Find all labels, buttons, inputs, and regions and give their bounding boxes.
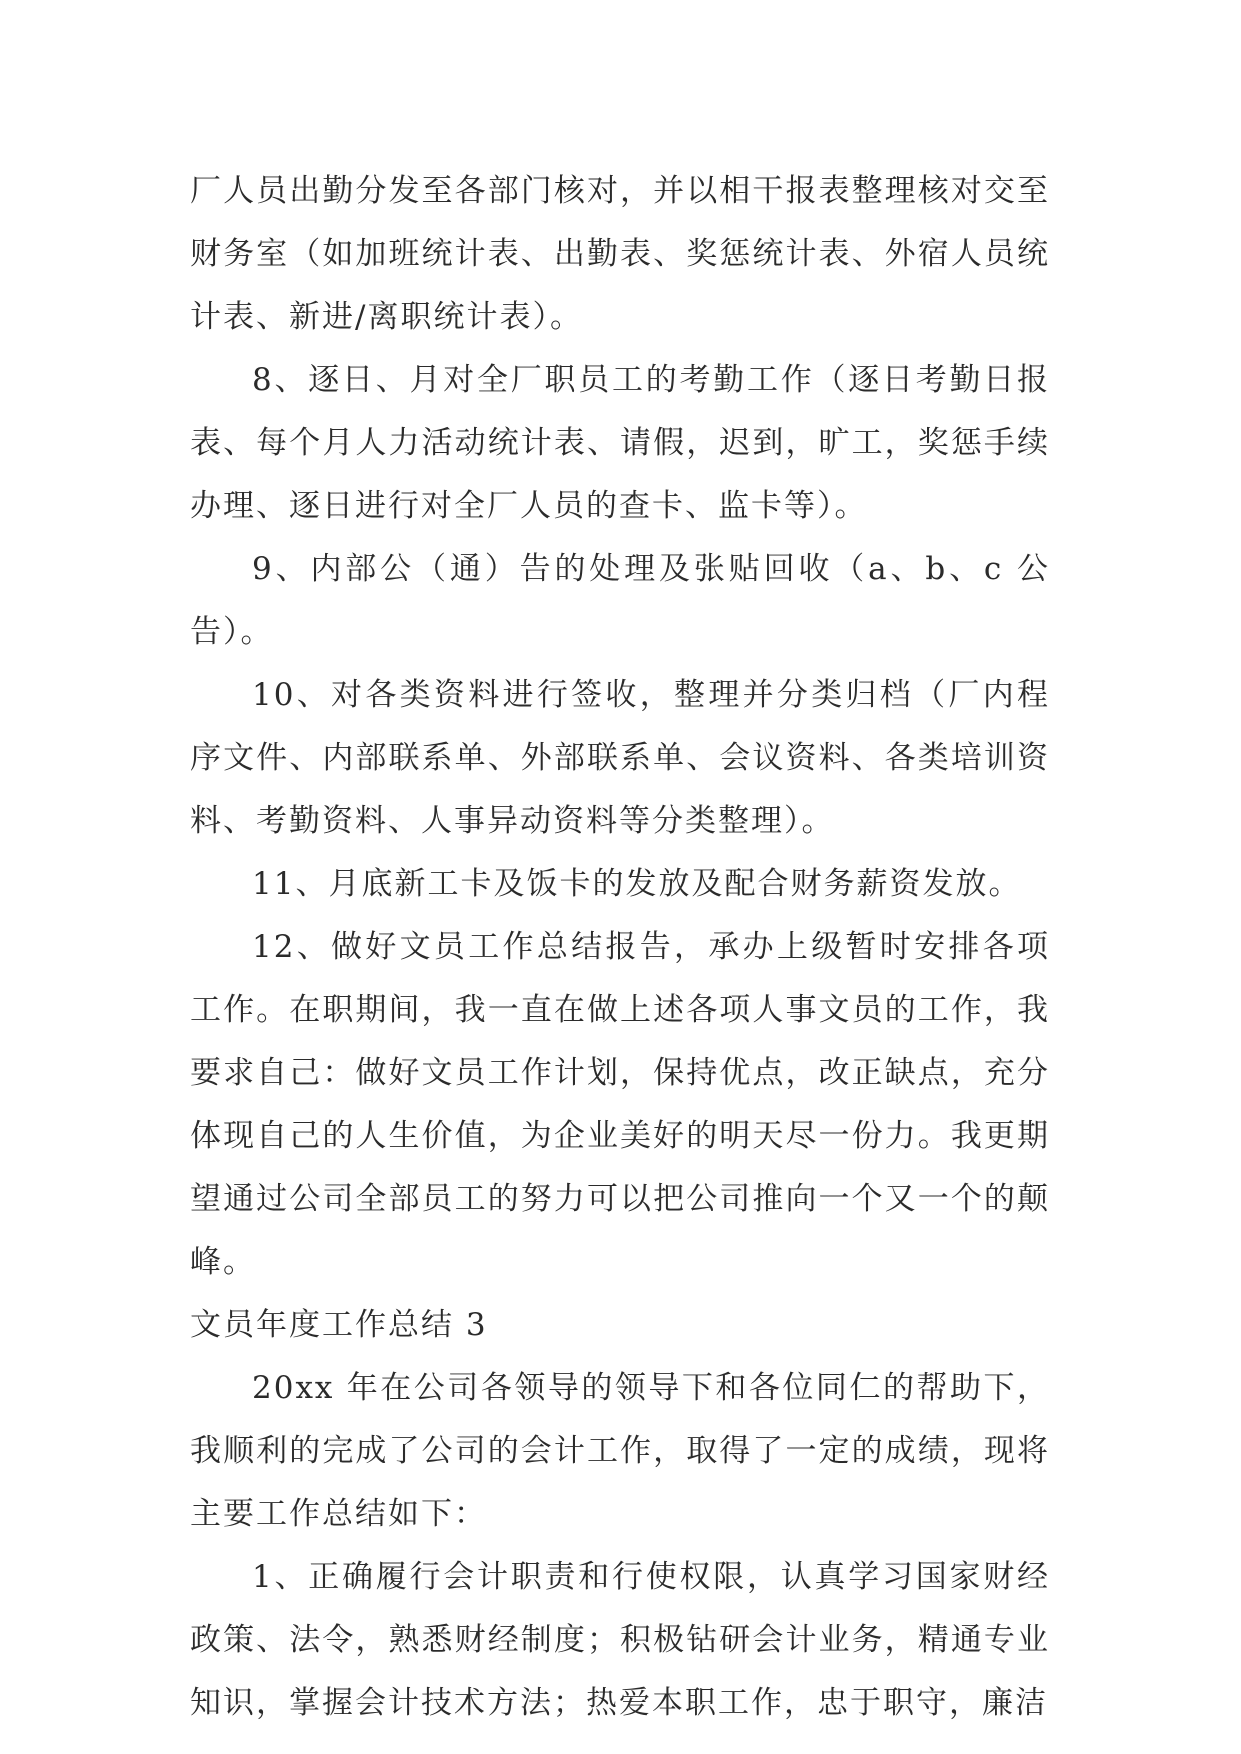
section-title: 文员年度工作总结 3 (190, 1307, 488, 1343)
paragraph-item-8: 8、逐日、月对全厂职员工的考勤工作（逐日考勤日报表、每个月人力活动统计表、请假，迟到，旷工，奖惩手续办理、逐日进行对全厂人员的查卡、监卡等）。 (190, 362, 1050, 524)
section-intro-paragraph: 20xx 年在公司各领导的领导下和各位同仁的帮助下，我顺利的完成了公司的会计工作，取得了一定的成绩，现将主要工作总结如下： (190, 1370, 1050, 1532)
section-item-1: 1、正确履行会计职责和行使权限，认真学习国家财经政策、法令，熟悉财经制度；积极钻研会计业务，精通专业知识，掌握会计技术方法；热爱本职工作，忠于职守，廉洁 (190, 1559, 1050, 1721)
paragraph-item-10: 10、对各类资料进行签收，整理并分类归档（厂内程序文件、内部联系单、外部联系单、会议资料、各类培训资料、考勤资料、人事异动资料等分类整理）。 (190, 677, 1050, 839)
paragraph-continued: 厂人员出勤分发至各部门核对，并以相干报表整理核对交至财务室（如加班统计表、出勤表、奖惩统计表、外宿人员统计表、新进/离职统计表）。 (190, 173, 1050, 335)
paragraph-item-9: 9、内部公（通）告的处理及张贴回收（a、b、c 公告）。 (190, 551, 1050, 650)
paragraph-item-11: 11、月底新工卡及饭卡的发放及配合财务薪资发放。 (252, 866, 1022, 902)
paragraph-item-12: 12、做好文员工作总结报告，承办上级暂时安排各项工作。在职期间，我一直在做上述各项人事文员的工作，我要求自己：做好文员工作计划，保持优点，改正缺点，充分体现自己的人生价值，为企业美好的明天尽一份力。我更期望通过公司全部员工的努力可以把公司推向一个又一个的颠峰。 (190, 929, 1050, 1280)
document-body (190, 160, 1050, 1735)
